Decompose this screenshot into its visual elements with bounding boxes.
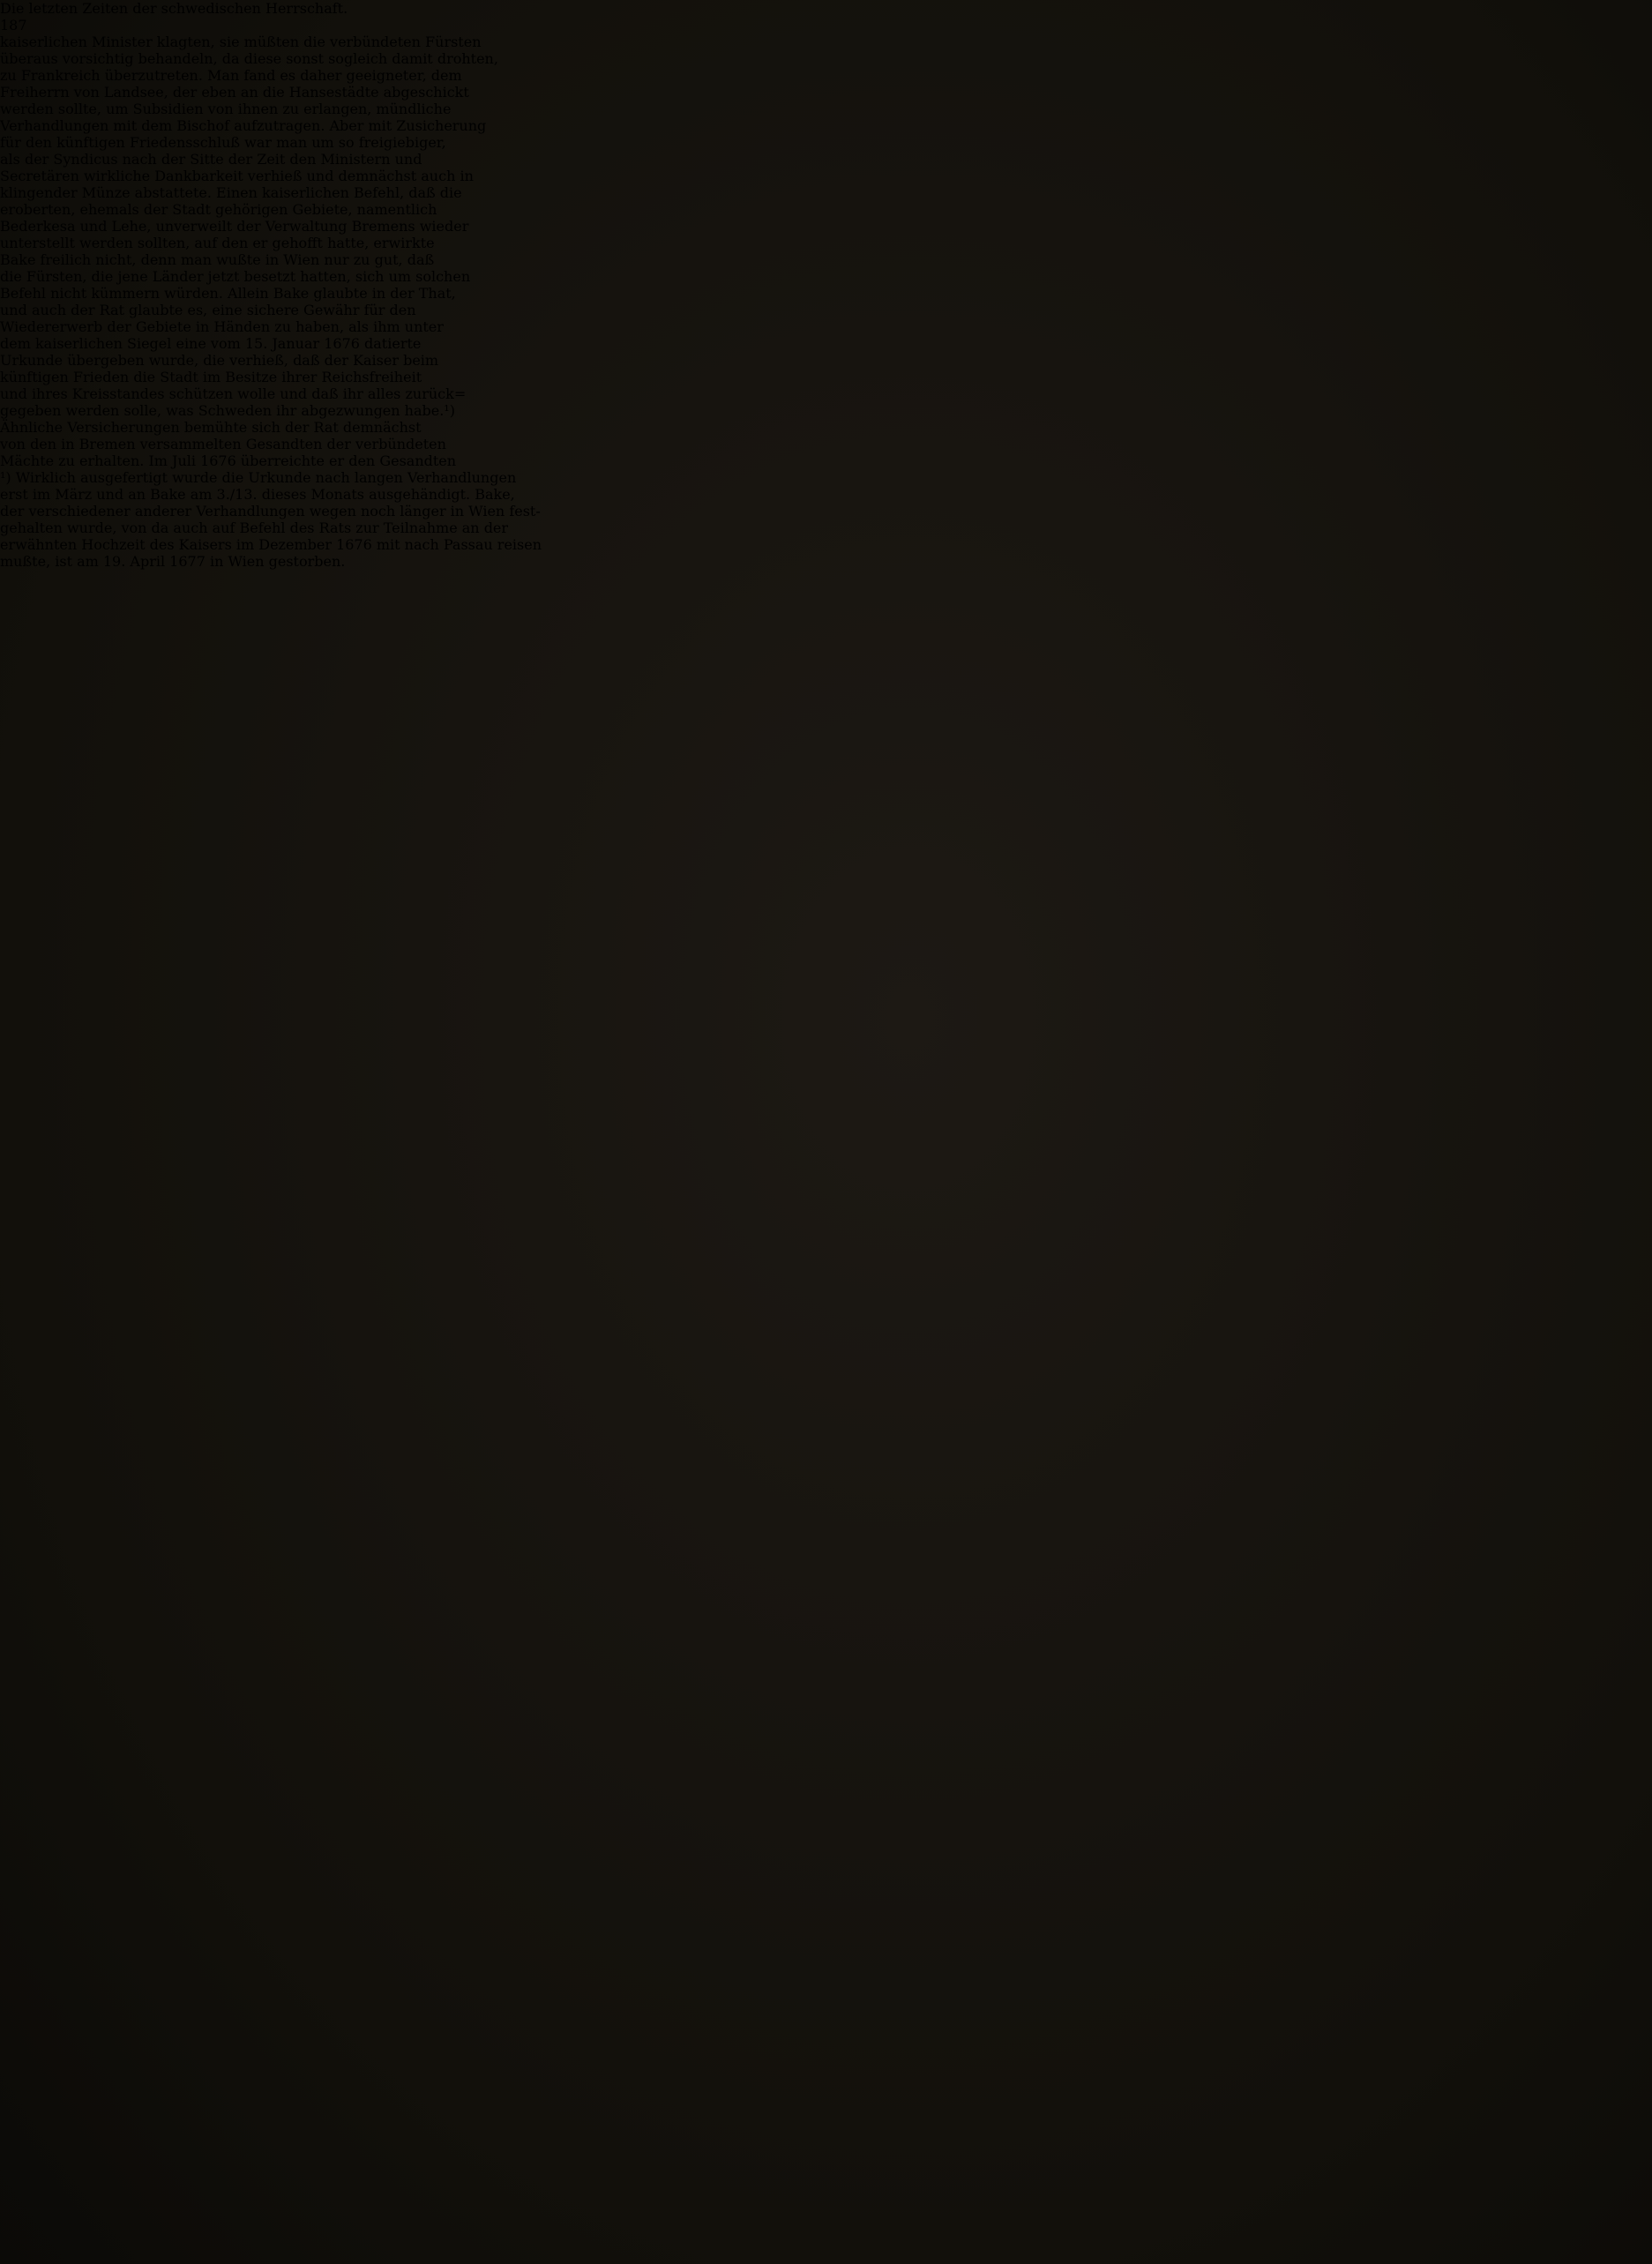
body-text — [0, 34, 1652, 469]
text-line: unterstellt werden sollten, auf den er gehofft hatte, erwirkte — [0, 235, 435, 251]
text-line: gehalten wurde, von da auch auf Befehl des Rats zur Teilnahme an der — [0, 519, 509, 536]
text-line: künftigen Frieden die Stadt im Besitze ihrer Reichsfreiheit — [0, 369, 422, 385]
text-line: klingender Münze abstattete. Einen kaiserlichen Befehl, daß die — [0, 184, 462, 201]
text-line: mußte, ist am 19. April 1677 in Wien gestorben. — [0, 553, 346, 570]
text-line: von den in Bremen versammelten Gesandten der verbündeten — [0, 436, 446, 452]
paragraph — [0, 469, 1652, 570]
paragraph — [0, 419, 1652, 469]
book-page — [0, 0, 1652, 570]
text-line: kaiserlichen Minister klagten, sie müßten die verbündeten Fürsten — [0, 34, 482, 50]
text-line: Ähnliche Versicherungen bemühte sich der Rat demnächst — [0, 419, 422, 436]
text-line: und ihres Kreisstandes schützen wolle und daß ihr alles zurück= — [0, 385, 467, 402]
text-line: der verschiedener anderer Verhandlungen wegen noch länger in Wien fest- — [0, 503, 541, 519]
text-line: eroberten, ehemals der Stadt gehörigen Gebiete, namentlich — [0, 201, 437, 218]
leather-corner — [1455, 21, 1614, 138]
text-line: dem kaiserlichen Siegel eine vom 15. Januar 1676 datierte — [0, 335, 422, 352]
text-line: für den künftigen Friedensschluß war man um so freigiebiger, — [0, 134, 446, 151]
text-line: Secretären wirkliche Dankbarkeit verhieß und demnächst auch in — [0, 168, 474, 184]
text-line: Bake freilich nicht, denn man wußte in Wien nur zu gut, daß — [0, 251, 435, 268]
text-line: ¹) Wirklich ausgefertigt wurde die Urkunde nach langen Verhandlungen — [0, 469, 517, 486]
text-line: Urkunde übergeben wurde, die verhieß, daß der Kaiser beim — [0, 352, 439, 369]
text-line: und auch der Rat glaubte es, eine sichere Gewähr für den — [0, 302, 416, 318]
text-line: Bederkesa und Lehe, unverweilt der Verwaltung Bremens wieder — [0, 218, 469, 235]
text-line: Verhandlungen mit dem Bischof aufzutragen. Aber mit Zusicherung — [0, 117, 487, 134]
text-line: Befehl nicht kümmern würden. Allein Bake glaubte in der That, — [0, 285, 456, 302]
running-title: Die letzten Zeiten der schwedischen Herrschaft. — [0, 0, 348, 17]
paragraph — [0, 34, 1652, 419]
text-line: gegeben werden solle, was Schweden ihr abgezwungen habe.¹) — [0, 402, 455, 419]
text-line: die Fürsten, die jene Länder jetzt besetzt hatten, sich um solchen — [0, 268, 471, 285]
text-line: überaus vorsichtig behandeln, da diese sonst sogleich damit drohten, — [0, 50, 498, 67]
text-line: erwähnten Hochzeit des Kaisers im Dezember 1676 mit nach Passau reisen — [0, 536, 542, 553]
text-line: erst im März und an Bake am 3./13. dieses Monats ausgehändigt. Bake, — [0, 486, 515, 503]
text-line: Wiedererwerb der Gebiete in Händen zu haben, als ihm unter — [0, 318, 444, 335]
text-line: werden sollte, um Subsidien von ihnen zu erlangen, mündliche — [0, 101, 452, 117]
text-line: zu Frankreich überzutreten. Man fand es daher geeigneter, dem — [0, 67, 462, 84]
text-line: Mächte zu erhalten. Im Juli 1676 überreichte er den Gesandten — [0, 452, 457, 469]
page-number: 187 — [0, 17, 27, 34]
text-line: als der Syndicus nach der Sitte der Zeit den Ministern und — [0, 151, 422, 168]
text-line: Freiherrn von Landsee, der eben an die Hansestädte abgeschickt — [0, 84, 469, 101]
footnote — [0, 469, 1652, 570]
page-header — [0, 0, 1652, 34]
open-book — [0, 0, 1652, 570]
